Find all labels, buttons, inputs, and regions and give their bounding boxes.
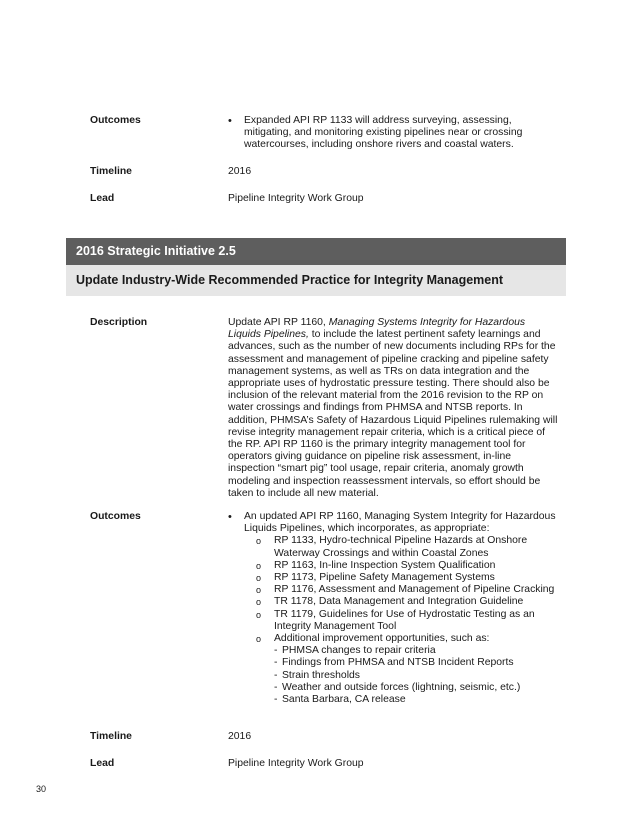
dash-item-text: Strain thresholds (282, 669, 360, 681)
dash-marker: - (274, 694, 278, 706)
sub-item-text: RP 1173, Pipeline Safety Management Systems (274, 572, 495, 584)
sub-item (228, 584, 560, 596)
dash-marker: - (274, 657, 278, 669)
description-text-italic: Managing Systems Integrity for Hazardous Liquids Pipelines, (228, 317, 526, 341)
sub-item (228, 572, 560, 584)
outcomes-value (228, 115, 560, 152)
outcomes-bullet: • An updated API RP 1160, Managing System Integrity for Hazardous Liquids Pipelines, which incorporates, as appropriate: (228, 511, 560, 535)
sub-item-text: Additional improvement opportunities, such as: (274, 633, 490, 645)
sub-item (228, 633, 560, 645)
dash-item-text: PHMSA changes to repair criteria (282, 645, 436, 657)
timeline-label: Timeline (90, 166, 132, 177)
sub-marker: o (256, 634, 262, 645)
outcomes-value (228, 511, 560, 706)
description-text-before: Update API RP 1160, (228, 317, 329, 328)
lead-label: Lead (90, 758, 115, 769)
dash-item (228, 682, 560, 694)
sub-item (228, 596, 560, 608)
timeline-label: Timeline (90, 731, 132, 742)
lead-label: Lead (90, 193, 115, 204)
dash-item-text: Santa Barbara, CA release (282, 694, 406, 706)
sub-marker: o (256, 609, 262, 620)
sub-item (228, 609, 560, 633)
sub-marker: o (256, 585, 262, 596)
sub-marker: o (256, 536, 262, 547)
sub-item-text: RP 1133, Hydro-technical Pipeline Hazards at Onshore Waterway Crossings and within Coastal Zones (274, 535, 528, 559)
initiative-header: 2016 Strategic Initiative 2.5 (66, 238, 566, 265)
initiative-title: Update Industry-Wide Recommended Practice for Integrity Management (66, 265, 566, 296)
sub-item-text: RP 1176, Assessment and Management of Pipeline Cracking (274, 584, 555, 596)
dash-item (228, 694, 560, 706)
dash-item (228, 645, 560, 657)
dash-marker: - (274, 669, 278, 681)
dash-item (228, 670, 560, 682)
outcomes-bullet: • Expanded API RP 1133 will address surveying, assessing, mitigating, and monitoring existing pipelines near or crossing watercourses, including onshore rivers and coastal waters. (228, 115, 560, 152)
sub-item-text: TR 1178, Data Management and Integration Guideline (274, 596, 524, 608)
timeline-value: 2016 (228, 731, 252, 742)
dash-item (228, 657, 560, 669)
sub-item-text: TR 1179, Guidelines for Use of Hydrostatic Testing as an Integrity Management Tool (274, 608, 535, 632)
sub-marker: o (256, 597, 262, 608)
sub-marker: o (256, 560, 262, 571)
description-label: Description (90, 317, 148, 328)
sub-marker: o (256, 573, 262, 584)
dash-marker: - (274, 645, 278, 657)
dash-item-text: Weather and outside forces (lightning, seismic, etc.) (282, 681, 521, 693)
sub-item (228, 560, 560, 572)
lead-value: Pipeline Integrity Work Group (228, 758, 364, 769)
dash-item-text: Findings from PHMSA and NTSB Incident Reports (282, 657, 514, 669)
page-number: 30 (36, 784, 47, 794)
description-text (228, 317, 560, 500)
outcomes-label: Outcomes (90, 511, 141, 522)
sub-item-text: RP 1163, In-line Inspection System Qualification (274, 559, 496, 571)
timeline-value: 2016 (228, 166, 252, 177)
description-text-after: to include the latest pertinent safety learnings and advances, such as the number of new documents including RPs for the assessment and management of pipeline cracking and pipeline safety management systems, as well as TRs on data integration and the appropriate uses of hydrostatic pressure testing. There should also be inclusion of the relevant material from the 2016 revision to the RP on water crossings and findings from PHMSA and NTSB reports. In addition, PHMSA’s Safety of Hazardous Liquid Pipelines rulemaking will revise integrity management repair criteria, which is a critical piece of the RP. API RP 1160 is the primary integrity management tool for operators giving guidance on pipeline risk assessment, in-line inspection “smart pig” tool usage, repair criteria, anomaly growth modeling and inspection reassessment intervals, so effort should be taken to include all new material. (228, 329, 558, 499)
outcomes-label: Outcomes (90, 115, 141, 126)
sub-item (228, 535, 560, 559)
dash-marker: - (274, 681, 278, 693)
lead-value: Pipeline Integrity Work Group (228, 193, 364, 204)
